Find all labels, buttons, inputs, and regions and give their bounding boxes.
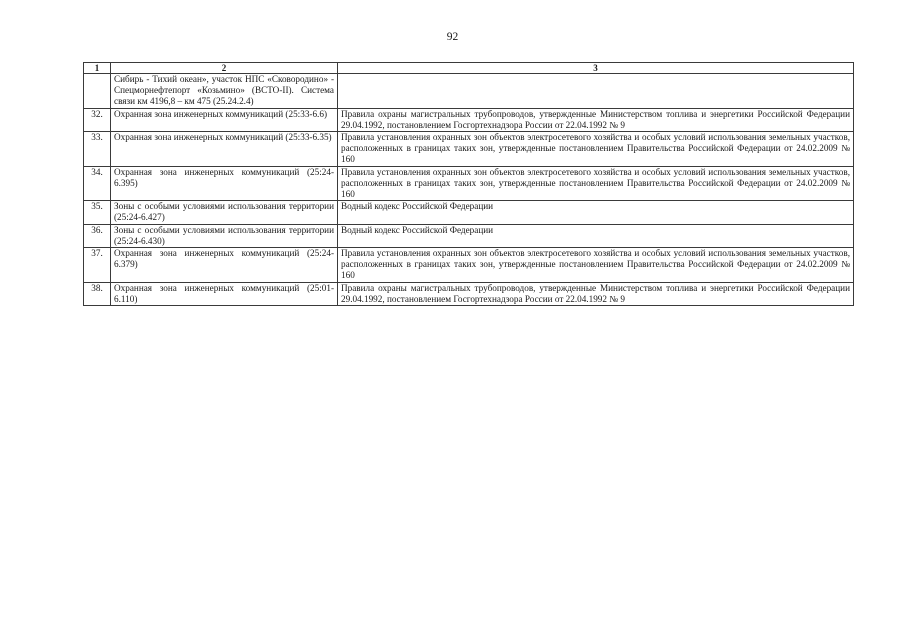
legal-basis: Правила охраны магистральных трубопроводов, утвержденные Министерством топлива и энергетики Российской Федерации 29.04.1992, постановлением Госгортехнадзора России от 22.04.1992 № 9 <box>338 108 854 131</box>
row-number: 33. <box>84 132 111 167</box>
row-number: 36. <box>84 224 111 247</box>
row-number <box>84 74 111 109</box>
table-row-continuation <box>84 74 854 109</box>
column-header: 2 <box>111 63 338 74</box>
table-row <box>84 248 854 283</box>
row-number: 38. <box>84 282 111 305</box>
zone-name: Охранная зона инженерных коммуникаций (25:33-6.35) <box>111 132 338 167</box>
zones-table <box>83 62 854 306</box>
row-number: 32. <box>84 108 111 131</box>
table-row <box>84 166 854 201</box>
legal-basis: Правила установления охранных зон объектов электросетевого хозяйства и особых условий использования земельных участков, расположенных в границах таких зон, утвержденные постановлением Правительства Российской Федерации от 24.02.2009 № 160 <box>338 166 854 201</box>
zone-name: Зоны с особыми условиями использования территории (25:24-6.427) <box>111 201 338 224</box>
page-number: 92 <box>446 31 459 43</box>
zone-name: Охранная зона инженерных коммуникаций (25:24-6.395) <box>111 166 338 201</box>
legal-basis: Правила установления охранных зон объектов электросетевого хозяйства и особых условий использования земельных участков, расположенных в границах таких зон, утвержденные постановлением Правительства Российской Федерации от 24.02.2009 № 160 <box>338 132 854 167</box>
table-row <box>84 282 854 305</box>
row-number: 34. <box>84 166 111 201</box>
zone-name: Охранная зона инженерных коммуникаций (25:24-6.379) <box>111 248 338 283</box>
row-number: 37. <box>84 248 111 283</box>
table-header-row <box>84 63 854 74</box>
legal-basis <box>338 74 854 109</box>
zone-name: Зоны с особыми условиями использования территории (25:24-6.430) <box>111 224 338 247</box>
zone-name: Сибирь - Тихий океан», участок НПС «Сковородино» - Спецморнефтепорт «Козьмино» (ВСТО-II). Система связи км 4196,8 – км 475 (25.24.2.4) <box>111 74 338 109</box>
zone-name: Охранная зона инженерных коммуникаций (25:01-6.110) <box>111 282 338 305</box>
table-row <box>84 132 854 167</box>
legal-basis: Водный кодекс Российской Федерации <box>338 224 854 247</box>
zone-name: Охранная зона инженерных коммуникаций (25:33-6.6) <box>111 108 338 131</box>
column-header: 1 <box>84 63 111 74</box>
row-number: 35. <box>84 201 111 224</box>
table-row <box>84 224 854 247</box>
legal-basis: Водный кодекс Российской Федерации <box>338 201 854 224</box>
legal-basis: Правила охраны магистральных трубопроводов, утвержденные Министерством топлива и энергетики Российской Федерации 29.04.1992, постановлением Госгортехнадзора России от 22.04.1992 № 9 <box>338 282 854 305</box>
table-row <box>84 201 854 224</box>
legal-basis: Правила установления охранных зон объектов электросетевого хозяйства и особых условий использования земельных участков, расположенных в границах таких зон, утвержденные постановлением Правительства Российской Федерации от 24.02.2009 № 160 <box>338 248 854 283</box>
table-row <box>84 108 854 131</box>
column-header: 3 <box>338 63 854 74</box>
